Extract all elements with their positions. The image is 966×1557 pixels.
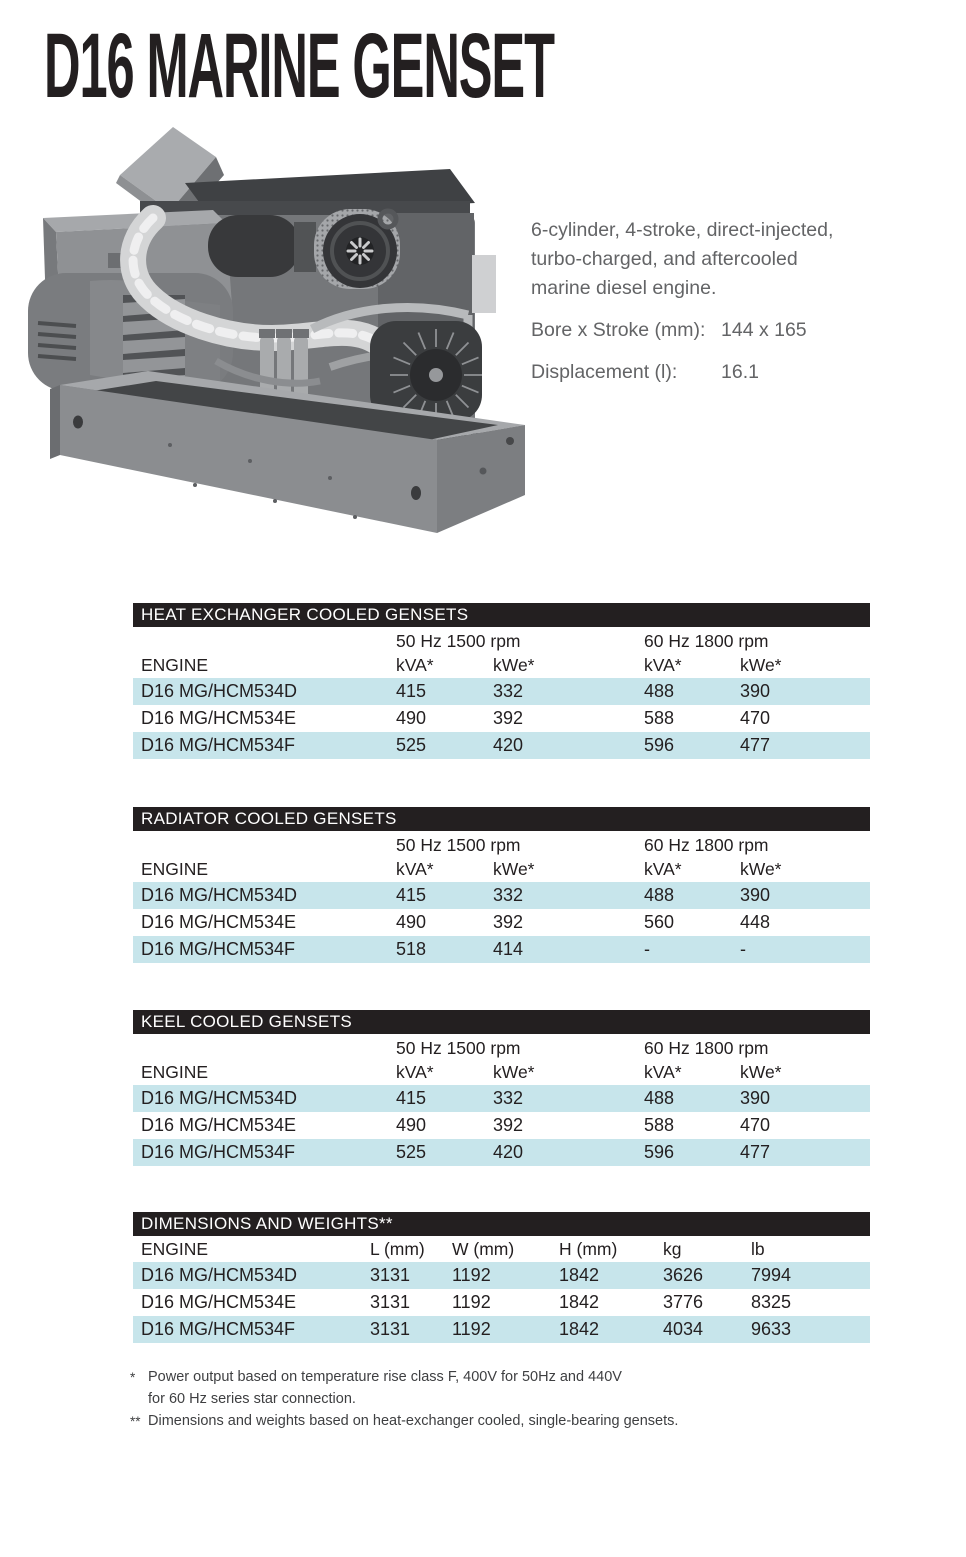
column-header-row <box>133 1059 870 1085</box>
column-header: ENGINE <box>141 1062 209 1082</box>
value-cell: 3131 <box>370 1265 411 1285</box>
value-cell: 3626 <box>663 1265 704 1285</box>
table-title: KEEL COOLED GENSETS <box>141 1012 353 1031</box>
value-cell: 3776 <box>663 1292 704 1312</box>
value-cell: 470 <box>740 1115 771 1135</box>
value-cell: 488 <box>644 681 675 701</box>
group-header-50hz: 50 Hz 1500 rpm <box>396 835 521 855</box>
column-header: ENGINE <box>141 859 209 879</box>
table-row <box>133 1139 870 1166</box>
value-cell: 1842 <box>559 1292 600 1312</box>
footnote-marker: * <box>130 1370 136 1385</box>
table-title-bar <box>133 807 870 831</box>
value-cell: 477 <box>740 735 771 755</box>
column-header-row <box>133 652 870 678</box>
footnote-text: Dimensions and weights based on heat-exchanger cooled, single-bearing gensets. <box>148 1413 679 1429</box>
column-header: kVA* <box>644 859 682 879</box>
value-cell: 588 <box>644 1115 675 1135</box>
spec-value: 16.1 <box>721 361 759 383</box>
table-row <box>133 1289 870 1316</box>
table-row <box>133 1262 870 1289</box>
value-cell: 448 <box>740 912 771 932</box>
footnote-power-output <box>130 1366 850 1410</box>
value-cell: - <box>644 939 650 959</box>
value-cell: 390 <box>740 885 771 905</box>
value-cell: 488 <box>644 885 675 905</box>
frequency-group-row <box>133 831 870 856</box>
value-cell: 8325 <box>751 1292 792 1312</box>
value-cell: 525 <box>396 1142 427 1162</box>
value-cell: 415 <box>396 885 427 905</box>
engine-name: D16 MG/HCM534E <box>141 1115 297 1135</box>
table-dimensions-weights <box>133 1212 870 1343</box>
footnote-dimensions <box>130 1410 850 1433</box>
column-header: H (mm) <box>559 1239 618 1259</box>
value-cell: 490 <box>396 912 427 932</box>
value-cell: 420 <box>493 735 524 755</box>
group-header-60hz: 60 Hz 1800 rpm <box>644 1038 769 1058</box>
column-header: kVA* <box>396 655 434 675</box>
genset-photo <box>20 123 545 558</box>
value-cell: 392 <box>493 708 524 728</box>
column-header: kWe* <box>493 655 535 675</box>
spec-label: Displacement (l): <box>531 361 678 383</box>
engine-name: D16 MG/HCM534D <box>141 885 298 905</box>
value-cell: 414 <box>493 939 524 959</box>
engine-name: D16 MG/HCM534F <box>141 1142 296 1162</box>
page-title: D16 MARINE GENSET <box>44 15 554 117</box>
value-cell: 1842 <box>559 1319 600 1339</box>
column-header-row <box>133 1236 870 1262</box>
table-radiator-cooled <box>133 807 870 963</box>
value-cell: 596 <box>644 735 675 755</box>
value-cell: 332 <box>493 681 524 701</box>
value-cell: 490 <box>396 708 427 728</box>
column-header: kVA* <box>396 859 434 879</box>
column-header: kWe* <box>740 655 782 675</box>
table-row <box>133 882 870 909</box>
value-cell: 477 <box>740 1142 771 1162</box>
table-title-bar <box>133 1010 870 1034</box>
column-header: kWe* <box>740 1062 782 1082</box>
value-cell: 7994 <box>751 1265 792 1285</box>
engine-name: D16 MG/HCM534F <box>141 939 296 959</box>
engine-name: D16 MG/HCM534F <box>141 735 296 755</box>
table-row <box>133 1085 870 1112</box>
column-header: kWe* <box>740 859 782 879</box>
table-row <box>133 705 870 732</box>
value-cell: 3131 <box>370 1319 411 1339</box>
frequency-group-row <box>133 1034 870 1059</box>
value-cell: 9633 <box>751 1319 792 1339</box>
value-cell: 415 <box>396 681 427 701</box>
value-cell: - <box>740 939 746 959</box>
table-keel-cooled <box>133 1010 870 1166</box>
group-header-50hz: 50 Hz 1500 rpm <box>396 631 521 651</box>
value-cell: 1192 <box>452 1292 491 1312</box>
column-header: ENGINE <box>141 655 209 675</box>
engine-name: D16 MG/HCM534D <box>141 1265 298 1285</box>
engine-description <box>531 216 876 387</box>
column-header: kVA* <box>396 1062 434 1082</box>
group-header-60hz: 60 Hz 1800 rpm <box>644 835 769 855</box>
table-title: RADIATOR COOLED GENSETS <box>141 809 397 828</box>
spec-value: 144 x 165 <box>721 319 807 341</box>
column-header: kWe* <box>493 859 535 879</box>
value-cell: 3131 <box>370 1292 411 1312</box>
column-header-row <box>133 856 870 882</box>
value-cell: 390 <box>740 1088 771 1108</box>
value-cell: 415 <box>396 1088 427 1108</box>
column-header: lb <box>751 1239 765 1259</box>
value-cell: 332 <box>493 885 524 905</box>
column-header: W (mm) <box>452 1239 515 1259</box>
table-row <box>133 678 870 705</box>
engine-name: D16 MG/HCM534E <box>141 1292 297 1312</box>
table-row <box>133 936 870 963</box>
engine-name: D16 MG/HCM534E <box>141 708 297 728</box>
table-row <box>133 1112 870 1139</box>
column-header: kWe* <box>493 1062 535 1082</box>
value-cell: 1192 <box>452 1265 491 1285</box>
spec-displacement <box>531 358 876 387</box>
footnotes <box>130 1366 850 1433</box>
value-cell: 1192 <box>452 1319 491 1339</box>
value-cell: 488 <box>644 1088 675 1108</box>
value-cell: 392 <box>493 1115 524 1135</box>
column-header: kVA* <box>644 1062 682 1082</box>
engine-name: D16 MG/HCM534E <box>141 912 297 932</box>
value-cell: 518 <box>396 939 427 959</box>
value-cell: 392 <box>493 912 524 932</box>
footnote-marker: ** <box>130 1414 141 1429</box>
value-cell: 596 <box>644 1142 675 1162</box>
value-cell: 332 <box>493 1088 524 1108</box>
value-cell: 588 <box>644 708 675 728</box>
description-line: turbo-charged, and aftercooled <box>531 248 798 270</box>
column-header: kVA* <box>644 655 682 675</box>
engine-name: D16 MG/HCM534D <box>141 681 298 701</box>
table-row <box>133 1316 870 1343</box>
value-cell: 1842 <box>559 1265 600 1285</box>
table-row <box>133 732 870 759</box>
column-header: L (mm) <box>370 1239 425 1259</box>
value-cell: 420 <box>493 1142 524 1162</box>
table-row <box>133 909 870 936</box>
value-cell: 490 <box>396 1115 427 1135</box>
table-heat-exchanger-cooled <box>133 603 870 759</box>
footnote-text: Power output based on temperature rise class F, 400V for 50Hz and 440V for 60 Hz series star connection. <box>148 1369 622 1407</box>
spec-label: Bore x Stroke (mm): <box>531 319 706 341</box>
engine-name: D16 MG/HCM534D <box>141 1088 298 1108</box>
table-title-bar <box>133 1212 870 1236</box>
value-cell: 4034 <box>663 1319 704 1339</box>
table-title: DIMENSIONS AND WEIGHTS** <box>141 1214 393 1233</box>
column-header: ENGINE <box>141 1239 209 1259</box>
engine-name: D16 MG/HCM534F <box>141 1319 296 1339</box>
value-cell: 525 <box>396 735 427 755</box>
description-line: 6-cylinder, 4-stroke, direct-injected, <box>531 219 834 241</box>
description-line: marine diesel engine. <box>531 277 717 299</box>
spec-bore-stroke <box>531 316 876 345</box>
group-header-50hz: 50 Hz 1500 rpm <box>396 1038 521 1058</box>
table-title-bar <box>133 603 870 627</box>
frequency-group-row <box>133 627 870 652</box>
group-header-60hz: 60 Hz 1800 rpm <box>644 631 769 651</box>
value-cell: 390 <box>740 681 771 701</box>
value-cell: 470 <box>740 708 771 728</box>
value-cell: 560 <box>644 912 675 932</box>
column-header: kg <box>663 1239 682 1259</box>
table-title: HEAT EXCHANGER COOLED GENSETS <box>141 605 469 624</box>
